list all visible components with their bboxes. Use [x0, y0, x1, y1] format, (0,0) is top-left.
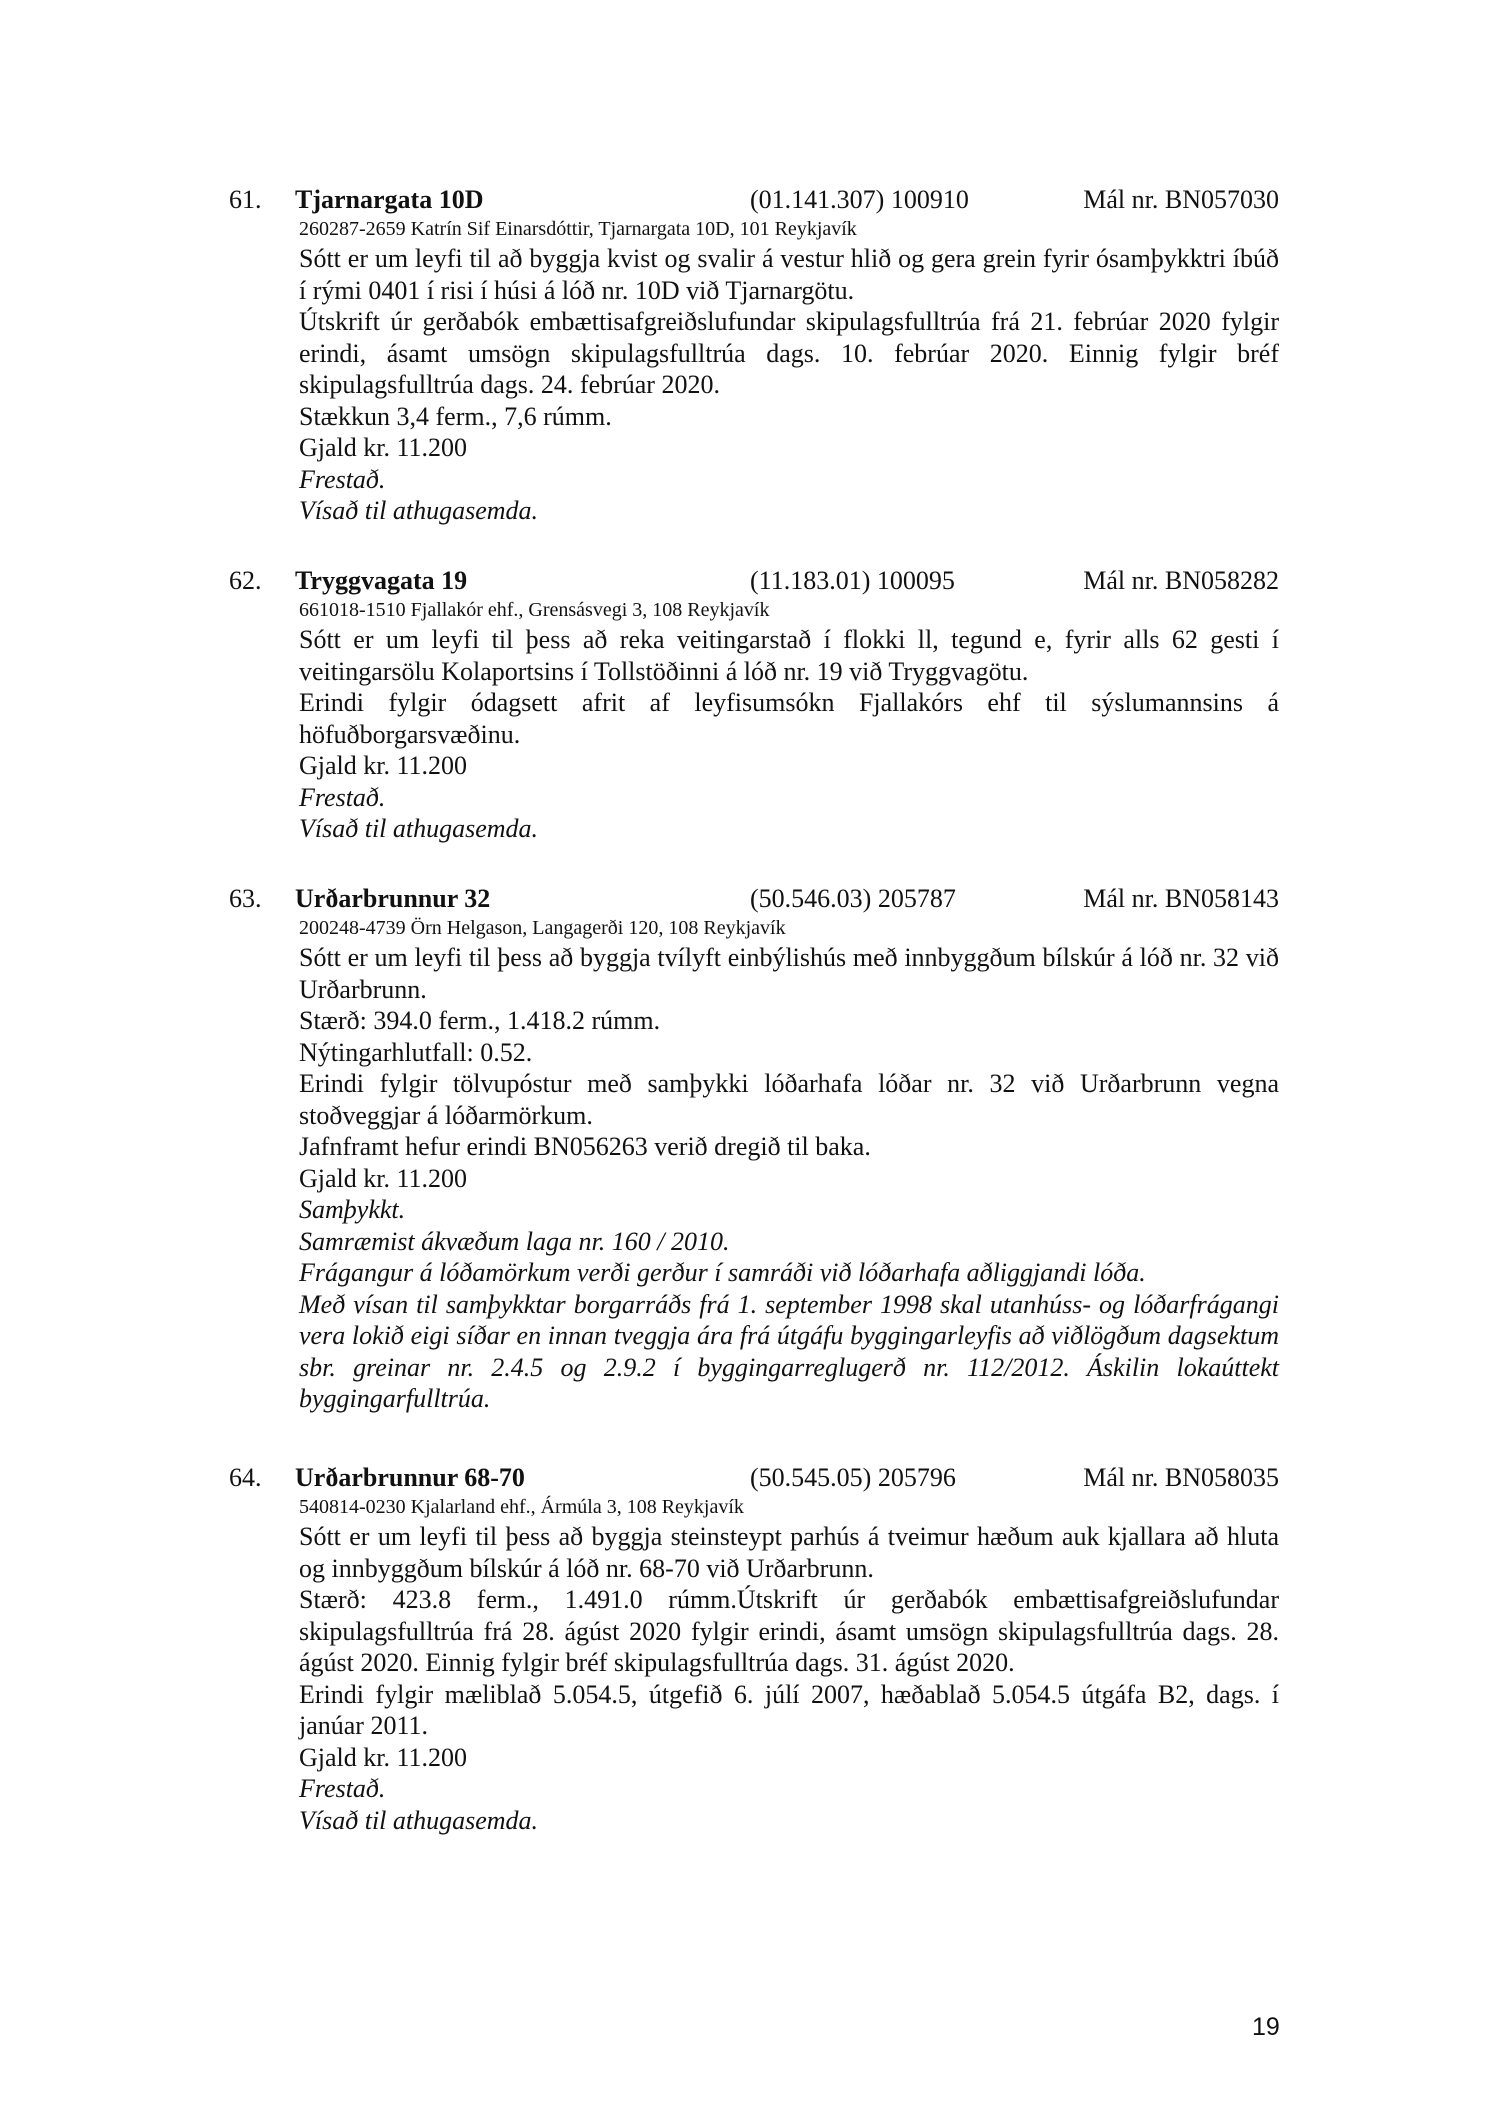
- description-paragraph: Stærð: 394.0 ferm., 1.418.2 rúmm.: [299, 1006, 661, 1035]
- decision-line: Samþykkt.: [299, 1195, 406, 1224]
- description-paragraph: Erindi fylgir tölvupóstur með samþykki lóðarhafa lóðar nr. 32 við Urðarbrunn vegna stoðveggjar á lóðarmörkum.: [299, 1069, 1279, 1130]
- page-number: 19: [1252, 2013, 1280, 2041]
- land-code: (50.546.03) 205787: [750, 884, 956, 913]
- decision-line: Vísað til athugasemda.: [299, 814, 539, 843]
- fee-line: Gjald kr. 11.200: [299, 433, 468, 462]
- applicant-line: 260287-2659 Katrín Sif Einarsdóttir, Tjarnargata 10D, 101 Reykjavík: [299, 218, 857, 240]
- decision-line: Frestað.: [299, 782, 386, 812]
- case-number: Mál nr. BN058143: [1083, 884, 1279, 913]
- entry-number: 62.: [229, 566, 262, 595]
- description-paragraph: Sótt er um leyfi til að byggja kvist og svalir á vestur hlið og gera grein fyrir ósamþykktri íbúð í rými 0401 í risi í húsi á lóð nr. 10D við Tjarnargötu.: [299, 244, 1279, 305]
- applicant-line: 540814-0230 Kjalarland ehf., Ármúla 3, 108 Reykjavík: [299, 1496, 744, 1518]
- applicant-line: 661018-1510 Fjallakór ehf., Grensásvegi 3, 108 Reykjavík: [299, 599, 770, 621]
- case-entry-63: [229, 882, 1279, 1415]
- fee-line: Gjald kr. 11.200: [299, 751, 468, 780]
- case-entry-64: [229, 1461, 1279, 1836]
- decision-line: Með vísan til samþykktar borgarráðs frá 1. september 1998 skal utanhúss- og lóðarfrágangi vera lokið eigi síðar en innan tveggja ára frá útgáfu byggingarleyfis að viðlögðum dagsektum sbr. greinar nr. 2.4.5 og 2.9.2 í byggingarreglugerð nr. 112/2012. Áskilin lokaúttekt byggingarfulltrúa.: [299, 1289, 1279, 1413]
- entry-title: Urðarbrunnur 68-70: [295, 1463, 525, 1492]
- entry-body: [299, 1494, 1279, 1836]
- entry-header: [229, 1461, 1279, 1494]
- description-paragraph: Útskrift úr gerðabók embættisafgreiðslufundar skipulagsfulltrúa frá 21. febrúar 2020 fylgir erindi, ásamt umsögn skipulagsfulltrúa dags. 10. febrúar 2020. Einnig fylgir bréf skipulagsfulltrúa dags. 24. febrúar 2020.: [299, 307, 1279, 399]
- case-number: Mál nr. BN058282: [1083, 566, 1279, 595]
- decision-line: Frágangur á lóðamörkum verði gerður í samráði við lóðarhafa aðliggjandi lóða.: [299, 1258, 1146, 1287]
- fee-line: Gjald kr. 11.200: [299, 1742, 468, 1772]
- entry-header: [229, 564, 1279, 597]
- case-number: Mál nr. BN058035: [1083, 1463, 1279, 1492]
- decision-line: Vísað til athugasemda.: [299, 496, 539, 525]
- description-paragraph: Erindi fylgir mæliblað 5.054.5, útgefið 6. júlí 2007, hæðablað 5.054.5 útgáfa B2, dags. í janúar 2011.: [299, 1679, 1279, 1740]
- case-number: Mál nr. BN057030: [1083, 185, 1279, 214]
- description-paragraph: Sótt er um leyfi til þess að byggja steinsteypt parhús á tveimur hæðum auk kjallara að hluta og innbyggðum bílskúr á lóð nr. 68-70 við Urðarbrunn.: [299, 1522, 1279, 1583]
- decision-line: Samræmist ákvæðum laga nr. 160 / 2010.: [299, 1226, 730, 1256]
- description-paragraph: Stærð: 423.8 ferm., 1.491.0 rúmm.Útskrift úr gerðabók embættisafgreiðslufundar skipulagsfulltrúa frá 28. ágúst 2020 fylgir erindi, ásamt umsögn skipulagsfulltrúa dags. 28. ágúst 2020. Einnig fylgir bréf skipulagsfulltrúa dags. 31. ágúst 2020.: [299, 1585, 1279, 1677]
- description-paragraph: Stækkun 3,4 ferm., 7,6 rúmm.: [299, 401, 612, 431]
- description-paragraph: Nýtingarhlutfall: 0.52.: [299, 1037, 533, 1067]
- description-paragraph: Sótt er um leyfi til þess að reka veitingarstað í flokki ll, tegund e, fyrir alls 62 gesti í veitingarsölu Kolaportsins í Tollstöðinni á lóð nr. 19 við Tryggvagötu.: [299, 625, 1279, 686]
- entry-title: Tryggvagata 19: [295, 566, 468, 595]
- entry-number: 64.: [229, 1463, 262, 1492]
- entry-number: 61.: [229, 185, 262, 214]
- entry-header: [229, 183, 1279, 216]
- entry-body: [299, 216, 1279, 527]
- fee-line: Gjald kr. 11.200: [299, 1163, 468, 1193]
- decision-line: Frestað.: [299, 464, 386, 494]
- description-paragraph: Sótt er um leyfi til þess að byggja tvílyft einbýlishús með innbyggðum bílskúr á lóð nr. 32 við Urðarbrunn.: [299, 943, 1279, 1004]
- applicant-line: 200248-4739 Örn Helgason, Langagerði 120, 108 Reykjavík: [299, 917, 786, 939]
- land-code: (11.183.01) 100095: [750, 566, 955, 595]
- land-code: (01.141.307) 100910: [750, 185, 969, 214]
- description-paragraph: Erindi fylgir ódagsett afrit af leyfisumsókn Fjallakórs ehf til sýslumannsins á höfuðborgarsvæðinu.: [299, 688, 1279, 749]
- land-code: (50.545.05) 205796: [750, 1463, 956, 1492]
- entry-body: [299, 915, 1279, 1415]
- description-paragraph: Jafnframt hefur erindi BN056263 verið dregið til baka.: [299, 1132, 871, 1161]
- entry-body: [299, 597, 1279, 845]
- case-entry-62: [229, 564, 1279, 845]
- decision-line: Vísað til athugasemda.: [299, 1805, 539, 1835]
- case-entry-61: [229, 183, 1279, 527]
- decision-line: Frestað.: [299, 1774, 386, 1803]
- entry-number: 63.: [229, 884, 262, 913]
- entry-header: [229, 882, 1279, 915]
- entry-title: Urðarbrunnur 32: [295, 884, 491, 913]
- entry-title: Tjarnargata 10D: [295, 185, 484, 214]
